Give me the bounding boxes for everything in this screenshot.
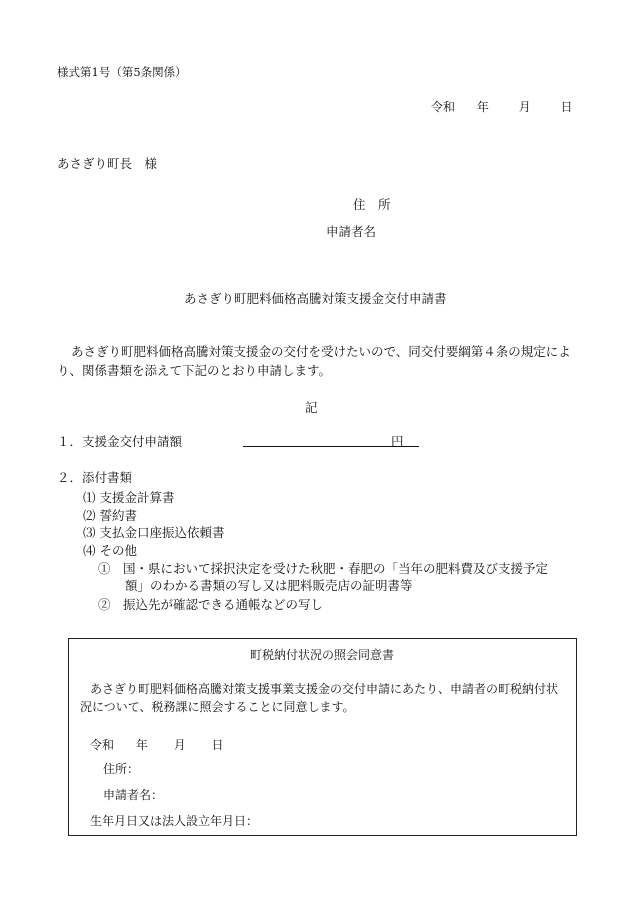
sub-attachment-item-continued: 額」のわかる書類の写し又は肥料販売店の証明書等 [125,578,413,593]
consent-title: 町税納付状況の照会同意書 [250,648,395,662]
attachment-item: ⑶ 支払金口座振込依頼書 [83,525,225,540]
consent-date-day: 日 [211,738,224,752]
consent-date-year: 年 [135,738,148,752]
consent-date-era: 令和 [90,738,115,752]
date-year: 年 [476,100,489,114]
attachment-item: ⑴ 支援金計算書 [83,490,175,505]
application-date [431,98,573,115]
date-month: 月 [518,100,531,114]
consent-address-label: 住所： [103,762,140,776]
consent-date-month: 月 [173,738,186,752]
sub-attachment-item: ① 国・県において採択決定を受けた秋肥・春肥の「当年の肥料費及び支援予定 [98,561,549,576]
ki-marker: 記 [305,400,318,415]
sub-attachment-item: ② 振込先が確認できる通帳などの写し [98,597,324,612]
applicant-name-label: 申請者名 [326,224,377,239]
consent-birth-label: 生年月日又は法人設立年月日： [90,814,259,828]
application-body-text: あさぎり町肥料価格高騰対策支援金の交付を受けたいので、同交付要綱第４条の規定により、関係書類を添えて下記のとおり申請します。 [57,344,571,378]
consent-body [80,680,566,716]
attachment-item: ⑵ 誓約書 [83,508,137,523]
attachment-item: ⑷ その他 [83,543,137,558]
document-title: あさぎり町肥料価格高騰対策支援金交付申請書 [184,291,447,306]
form-number: 様式第1号（第5条関係） [57,65,187,79]
consent-name-label: 申請者名： [103,788,164,802]
date-era: 令和 [431,100,456,114]
consent-body-text: あさぎり町肥料価格高騰対策支援事業支援金の交付申請にあたり、申請者の町税納付状況について、税務課に照会することに同意します。 [80,682,559,714]
addressee: あさぎり町長 様 [57,156,158,171]
item-1-label: １．支援金交付申請額 [57,434,183,449]
item-2-label: ２．添付書類 [57,470,133,485]
amount-unit: 円 [391,434,404,449]
consent-date [90,736,224,753]
date-day: 日 [560,100,573,114]
applicant-address-label: 住 所 [353,197,391,212]
application-body [57,342,593,380]
